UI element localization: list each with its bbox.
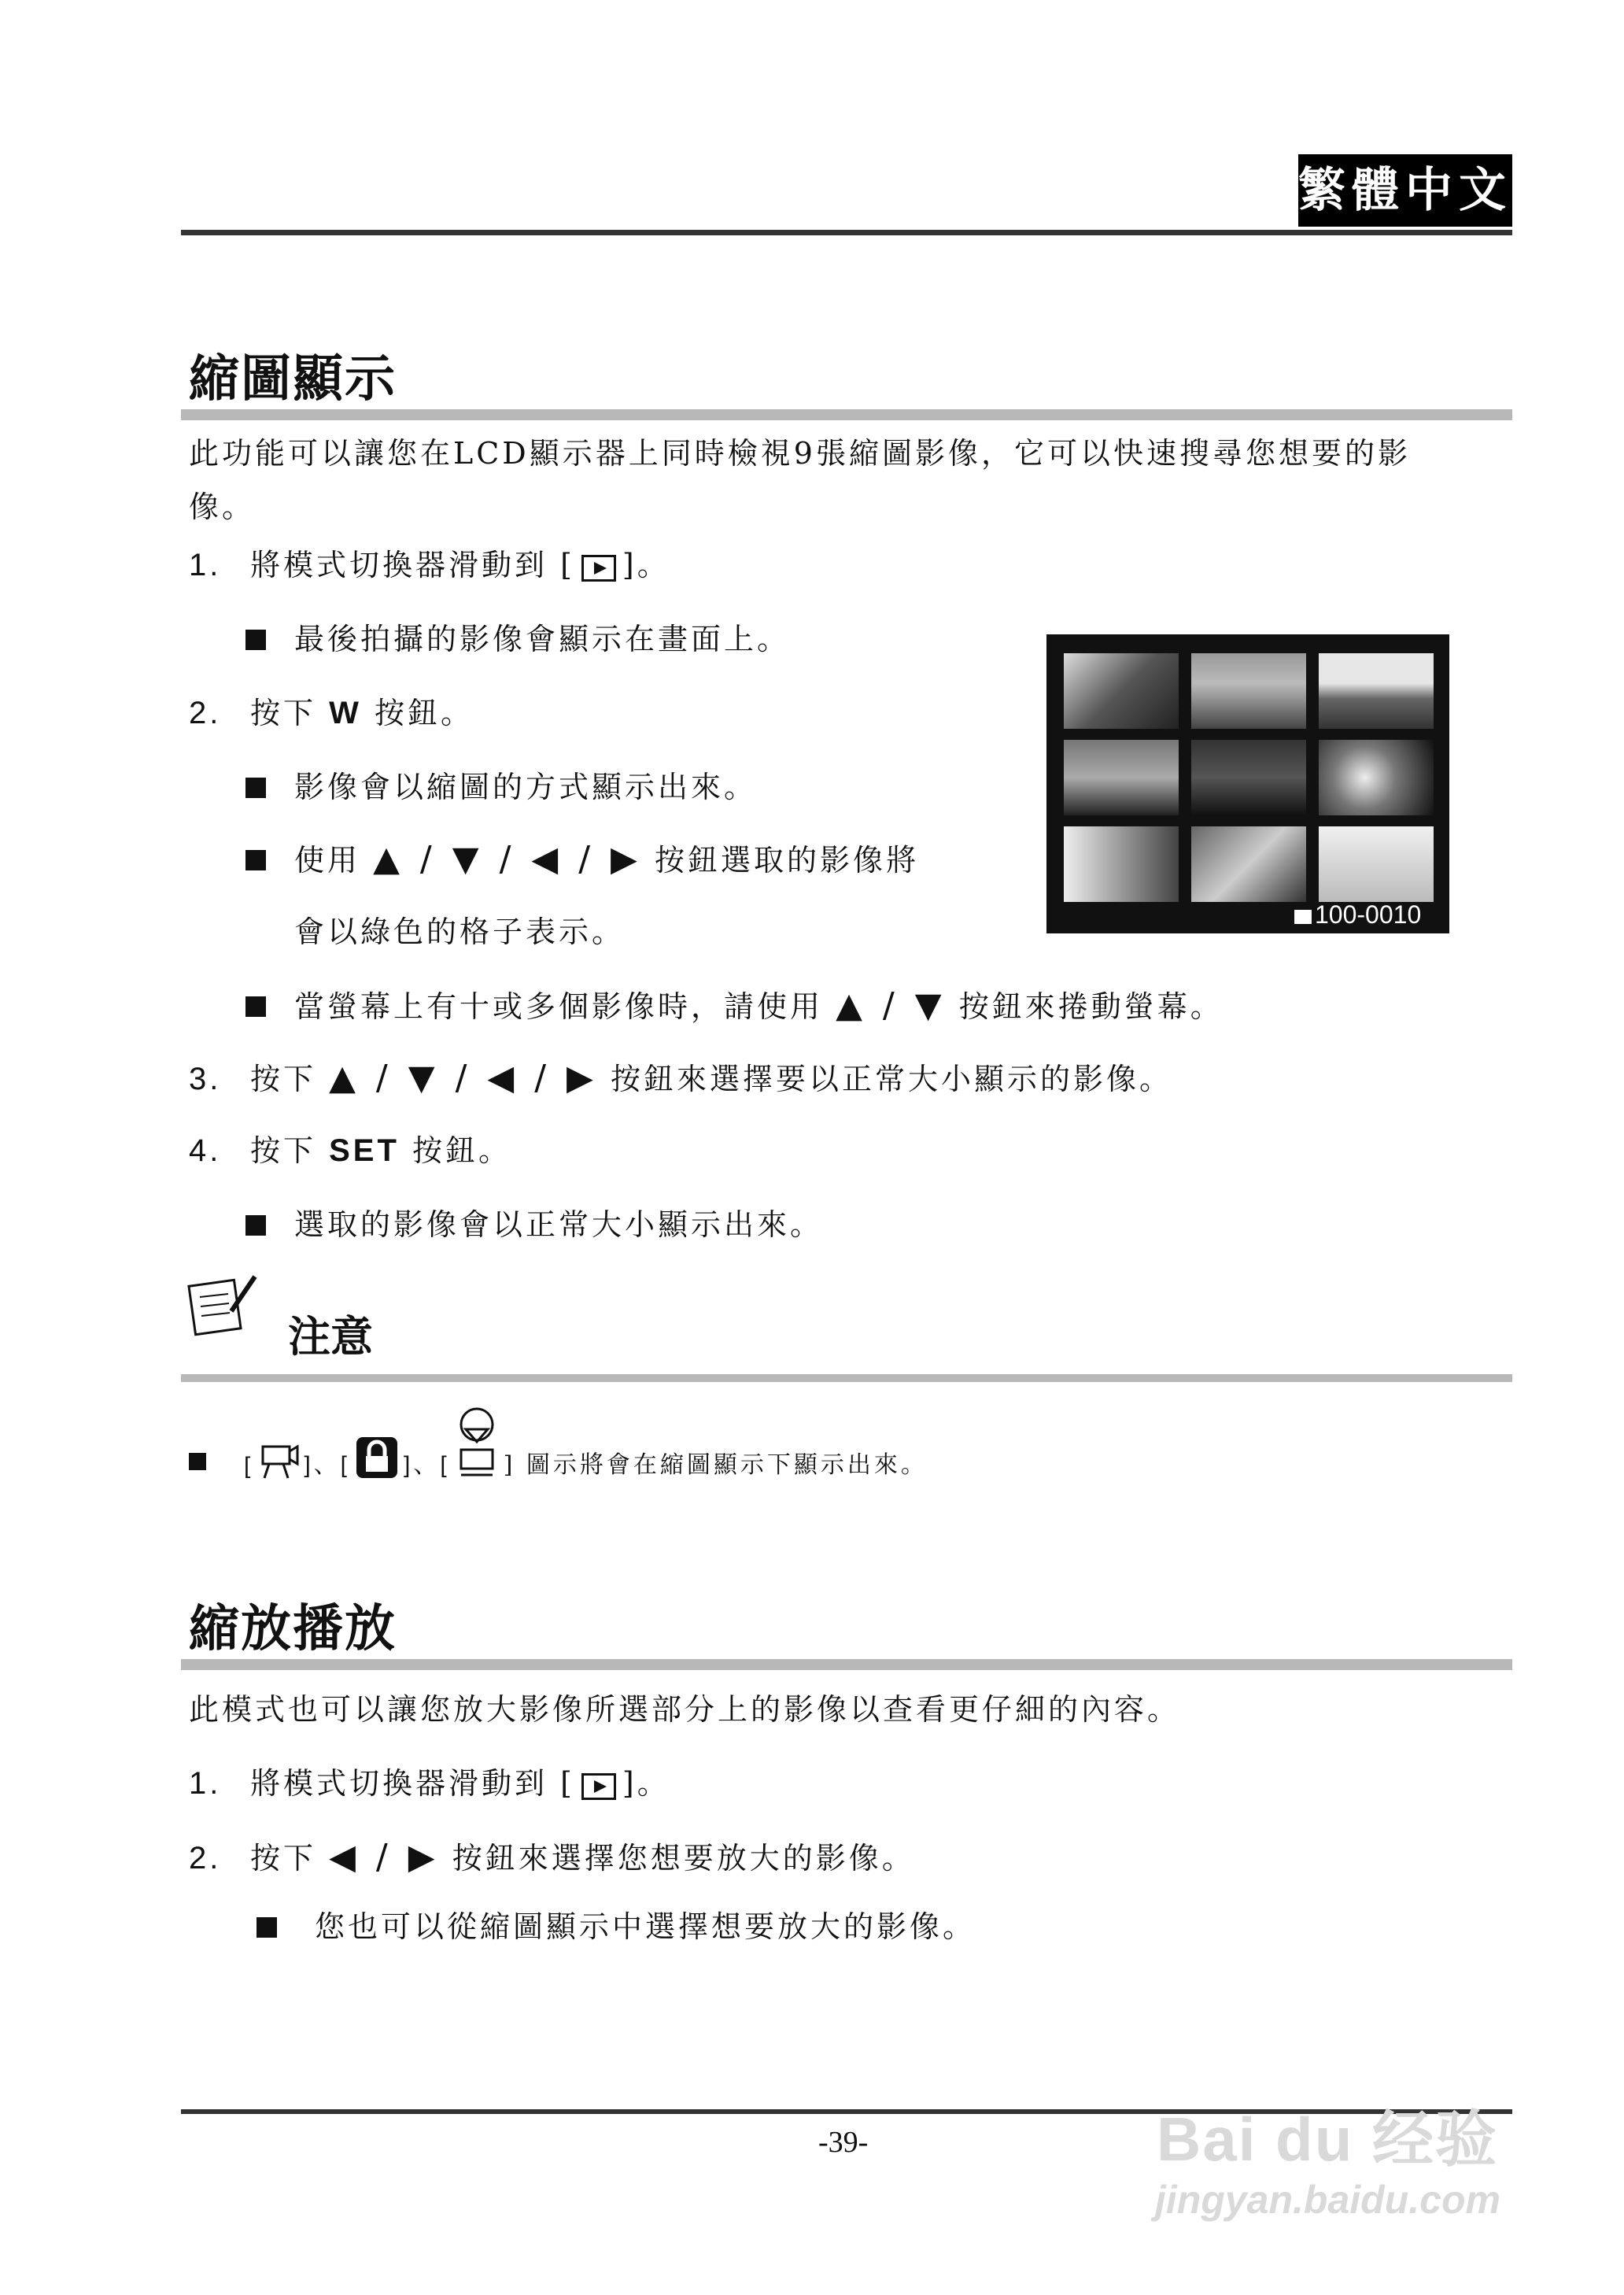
- step2-bullet2-text-end: 按鈕選取的影像將: [654, 843, 919, 878]
- bullet-square: [257, 1917, 277, 1938]
- section2-step1-number: 1.: [189, 1766, 222, 1801]
- section2-step2-number: 2.: [189, 1841, 222, 1876]
- step4-text-end: 按鈕。: [412, 1133, 512, 1168]
- step3-text: 按下: [250, 1062, 317, 1096]
- step4: [189, 1124, 511, 1177]
- arrow-buttons-icon: ▲ / ▼ / ◀ / ▶: [329, 1058, 598, 1098]
- section1-intro-line2: 像。: [189, 490, 256, 524]
- folder-icon: [1294, 910, 1312, 924]
- voice-memo-icon: [455, 1404, 499, 1480]
- section-title-thumbnail: 縮圖顯示: [189, 349, 397, 408]
- step2-bullet2-line2: 會以綠色的格子表示。: [294, 915, 626, 949]
- step3-text-end: 按鈕來選擇要以正常大小顯示的影像。: [610, 1062, 1172, 1096]
- section2-step1: [189, 1757, 670, 1810]
- note-title: 注意: [288, 1311, 373, 1362]
- step2-text: 按下: [250, 696, 317, 730]
- bullet-square: [189, 1453, 206, 1470]
- bullet-square: [245, 996, 266, 1017]
- thumbnail-cell: [1191, 826, 1306, 902]
- playback-mode-icon: [581, 1773, 616, 1800]
- up-down-arrows-icon: ▲ / ▼: [836, 985, 947, 1026]
- step2: [189, 686, 474, 740]
- lock-icon: [355, 1436, 399, 1480]
- note-text: [ ]、[ ]、[ ] 圖示將會在縮圖顯示下顯示出來。: [244, 1401, 928, 1480]
- step2-bullet1: 影像會以縮圖的方式顯示出來。: [294, 770, 758, 804]
- playback-mode-icon: [581, 555, 616, 582]
- thumbnail-cell: [1319, 653, 1434, 729]
- section2-step2-text: 按下: [250, 1841, 317, 1876]
- thumbnail-cell: [1064, 740, 1179, 815]
- thumbnail-cell: [1319, 826, 1434, 902]
- thumbnail-cell: [1191, 740, 1306, 815]
- section2-intro: 此模式也可以讓您放大影像所選部分上的影像以查看更仔細的內容。: [189, 1692, 1181, 1727]
- set-button-label: SET: [329, 1133, 400, 1168]
- thumbnail-cell: [1319, 740, 1434, 815]
- baidu-watermark-url: jingyan.baidu.com: [1155, 2178, 1500, 2222]
- section2-step2-text-end: 按鈕來選擇您想要放大的影像。: [452, 1841, 915, 1876]
- left-right-arrows-icon: ◀ / ▶: [329, 1837, 440, 1877]
- language-badge: 繁體中文: [1298, 154, 1512, 227]
- step1-number: 1.: [189, 548, 222, 582]
- bullet-square: [245, 630, 266, 650]
- step1-text-end: ]。: [622, 548, 670, 582]
- step3-number: 3.: [189, 1062, 222, 1096]
- bullet-square: [245, 1215, 266, 1236]
- step4-bullet: 選取的影像會以正常大小顯示出來。: [294, 1207, 824, 1242]
- thumbnail-screen-image: [1046, 634, 1449, 933]
- note-text-tail: ] 圖示將會在縮圖顯示下顯示出來。: [503, 1451, 928, 1479]
- step2-text-end: 按鈕。: [374, 696, 474, 730]
- step1-text: 將模式切換器滑動到 [: [250, 548, 575, 582]
- step2-bullet3-text-end: 按鈕來捲動螢幕。: [958, 989, 1224, 1024]
- section1-rule: [181, 409, 1512, 420]
- section1-intro-line1: 此功能可以讓您在LCD顯示器上同時檢視9張縮圖影像，它可以快速搜尋您想要的影: [189, 436, 1411, 471]
- section-title-zoom: 縮放播放: [189, 1599, 397, 1658]
- step2-bullet3-text: 當螢幕上有十或多個影像時，請使用: [294, 989, 824, 1024]
- section2-step2: [189, 1831, 915, 1885]
- step2-bullet2-text: 使用: [294, 843, 361, 878]
- step1-bullet: 最後拍攝的影像會顯示在畫面上。: [294, 622, 791, 656]
- bullet-square: [245, 778, 266, 798]
- bullet-square: [245, 850, 266, 870]
- baidu-watermark-logo: Bai du 经验: [1157, 2105, 1499, 2174]
- thumbnail-cell: [1191, 653, 1306, 729]
- arrow-buttons-icon: ▲ / ▼ / ◀ / ▶: [373, 839, 642, 879]
- step2-bullet2: [294, 833, 919, 887]
- section2-step2-bullet: 您也可以從縮圖顯示中選擇想要放大的影像。: [315, 1909, 976, 1944]
- w-button-label: W: [329, 696, 362, 730]
- section2-step1-text: 將模式切換器滑動到 [: [250, 1766, 575, 1801]
- movie-icon: [258, 1442, 299, 1480]
- thumbnail-cell: [1064, 826, 1179, 902]
- note-rule: [181, 1374, 1512, 1382]
- section2-rule: [181, 1659, 1512, 1670]
- step2-number: 2.: [189, 696, 222, 730]
- notepad-icon: [187, 1272, 260, 1338]
- section1-intro: [189, 427, 1519, 534]
- folder-file-number: [1294, 900, 1421, 929]
- step2-bullet3: [294, 979, 1224, 1033]
- header-rule: [181, 230, 1512, 235]
- step4-text: 按下: [250, 1133, 317, 1168]
- step3: [189, 1051, 1172, 1106]
- thumbnail-cell: [1064, 653, 1179, 729]
- page-number: -39-: [818, 2126, 869, 2159]
- folder-file-number-text: 100-0010: [1315, 900, 1422, 929]
- step1: [189, 538, 670, 592]
- section2-step1-text-end: ]。: [622, 1766, 670, 1801]
- step4-number: 4.: [189, 1133, 222, 1168]
